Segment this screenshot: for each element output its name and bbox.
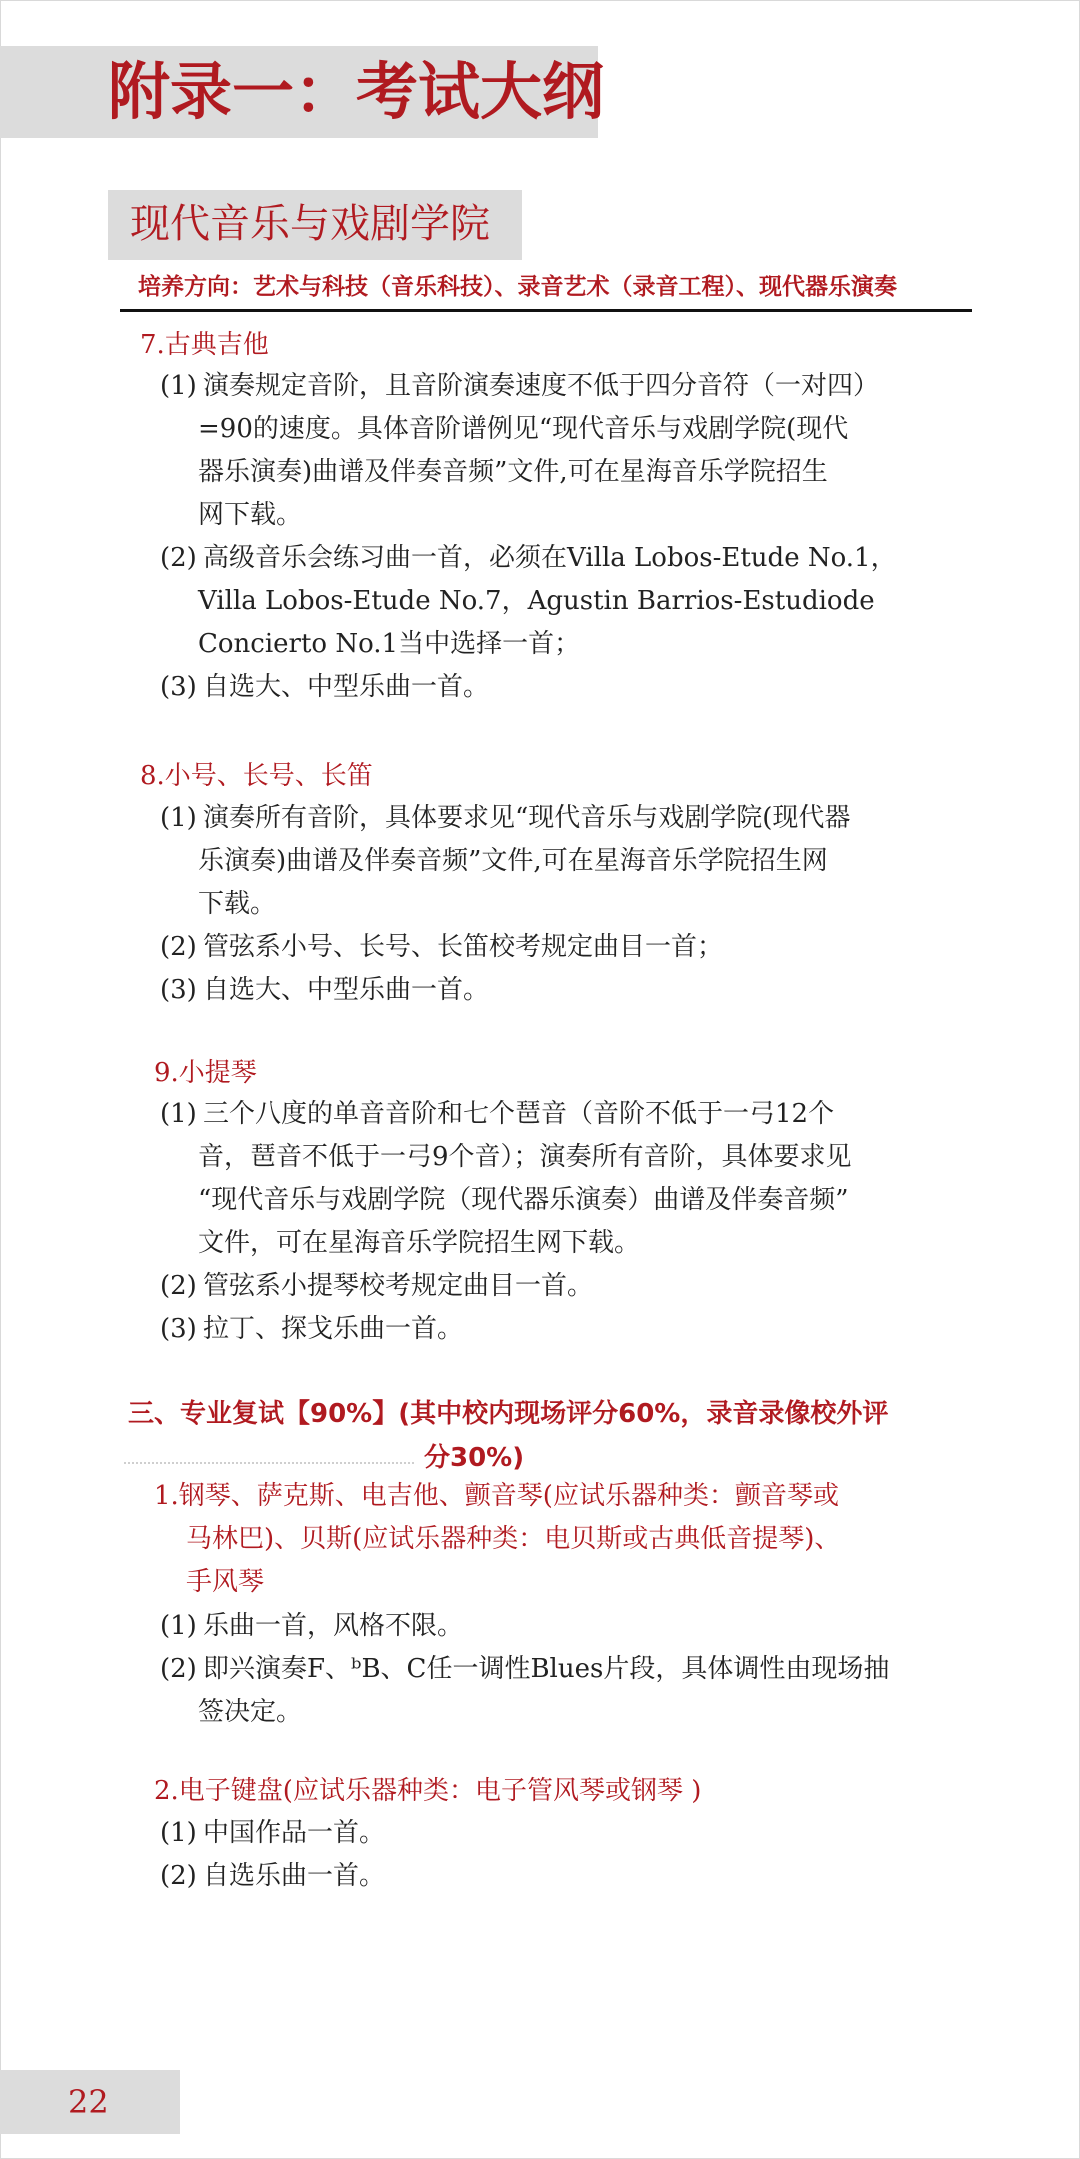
list-item (160, 666, 489, 709)
retest-subtitle-2: 2.电子键盘(应试乐器种类：电子管风琴或钢琴 ) (154, 1776, 702, 1806)
item-number: (2) (160, 1271, 197, 1301)
item-number: (3) (160, 672, 197, 702)
list-item (160, 365, 879, 537)
direction-divider (120, 309, 972, 312)
item-line: 演奏所有音阶，具体要求见“现代音乐与戏剧学院(现代器 (203, 803, 851, 833)
list-item (160, 969, 489, 1012)
item-line: 音，琶音不低于一弓9个音）；演奏所有音阶，具体要求见 (198, 1142, 852, 1172)
item-line: 乐曲一首，风格不限。 (203, 1611, 464, 1641)
item-line: 网下载。 (198, 500, 303, 530)
retest-subtitle-1-line: 手风琴 (186, 1567, 265, 1597)
item-line: 高级音乐会练习曲一首，必须在Villa Lobos-Etude No.1， (203, 543, 897, 573)
item-line: 即兴演奏F、ᵇB、C任一调性Blues片段，具体调性由现场抽 (203, 1654, 890, 1684)
list-item (160, 1265, 593, 1308)
item-number: (3) (160, 975, 197, 1005)
item-line: 演奏规定音阶，且音阶演奏速度不低于四分音符（一对四） (203, 371, 880, 401)
item-line: 管弦系小号、长号、长笛校考规定曲目一首； (203, 932, 724, 962)
item-line: 自选大、中型乐曲一首。 (203, 672, 490, 702)
item-number: (1) (160, 803, 197, 833)
item-line: 乐演奏)曲谱及伴奏音频”文件,可在星海音乐学院招生网 (198, 846, 828, 876)
item-line: 拉丁、探戈乐曲一首。 (203, 1314, 464, 1344)
training-direction: 培养方向：艺术与科技（音乐科技）、录音艺术（录音工程）、现代器乐演奏 (138, 274, 897, 300)
retest-heading: 三、专业复试【90%】(其中校内现场评分60%，录音录像校外评 (128, 1399, 889, 1429)
list-item (160, 1308, 463, 1351)
item-line: Villa Lobos-Etude No.7，Agustin Barrios-Estudiode (198, 586, 875, 616)
item-number: (1) (160, 1099, 197, 1129)
item-number: (3) (160, 1314, 197, 1344)
item-line: 签决定。 (198, 1697, 303, 1727)
retest-subtitle-1: 1.钢琴、萨克斯、电吉他、颤音琴(应试乐器种类：颤音琴或 (154, 1481, 839, 1511)
item-line: “现代音乐与戏剧学院（现代器乐演奏）曲谱及伴奏音频” (198, 1185, 849, 1215)
list-item (160, 1812, 385, 1855)
retest-heading-cont: 分30%) (424, 1443, 525, 1473)
item-number: (1) (160, 1611, 197, 1641)
page-number: 22 (68, 2083, 109, 2121)
item-number: (2) (160, 543, 197, 573)
item-line: =90的速度。具体音阶谱例见“现代音乐与戏剧学院(现代 (198, 414, 849, 444)
section-title-violin: 9.小提琴 (154, 1058, 257, 1088)
item-number: (2) (160, 1654, 197, 1684)
list-item (160, 1605, 463, 1648)
item-number: (1) (160, 371, 197, 401)
item-number: (2) (160, 1861, 197, 1891)
section-title-classical-guitar: 7.古典吉他 (140, 330, 269, 360)
item-line: 自选大、中型乐曲一首。 (203, 975, 490, 1005)
page-title: 附录一：考试大纲 (108, 55, 605, 128)
item-line: 三个八度的单音音阶和七个琶音（音阶不低于一弓12个 (203, 1099, 835, 1129)
list-item (160, 1093, 852, 1265)
list-item (160, 1855, 385, 1898)
section-title-brass-flute: 8.小号、长号、长笛 (140, 761, 373, 791)
item-line: 自选乐曲一首。 (203, 1861, 386, 1891)
list-item (160, 537, 897, 666)
list-item (160, 1648, 889, 1734)
retest-subtitle-1-line: 马林巴)、贝斯(应试乐器种类：电贝斯或古典低音提琴)、 (186, 1524, 841, 1554)
dotted-divider (124, 1462, 414, 1464)
item-number: (1) (160, 1818, 197, 1848)
item-number: (2) (160, 932, 197, 962)
item-line: 文件，可在星海音乐学院招生网下载。 (198, 1228, 641, 1258)
list-item (160, 797, 850, 926)
item-line: 中国作品一首。 (203, 1818, 386, 1848)
item-line: 下载。 (198, 889, 277, 919)
list-item (160, 926, 723, 969)
item-line: 器乐演奏)曲谱及伴奏音频”文件,可在星海音乐学院招生 (198, 457, 828, 487)
school-name: 现代音乐与戏剧学院 (130, 201, 490, 247)
item-line: Concierto No.1当中选择一首； (198, 629, 581, 659)
item-line: 管弦系小提琴校考规定曲目一首。 (203, 1271, 594, 1301)
